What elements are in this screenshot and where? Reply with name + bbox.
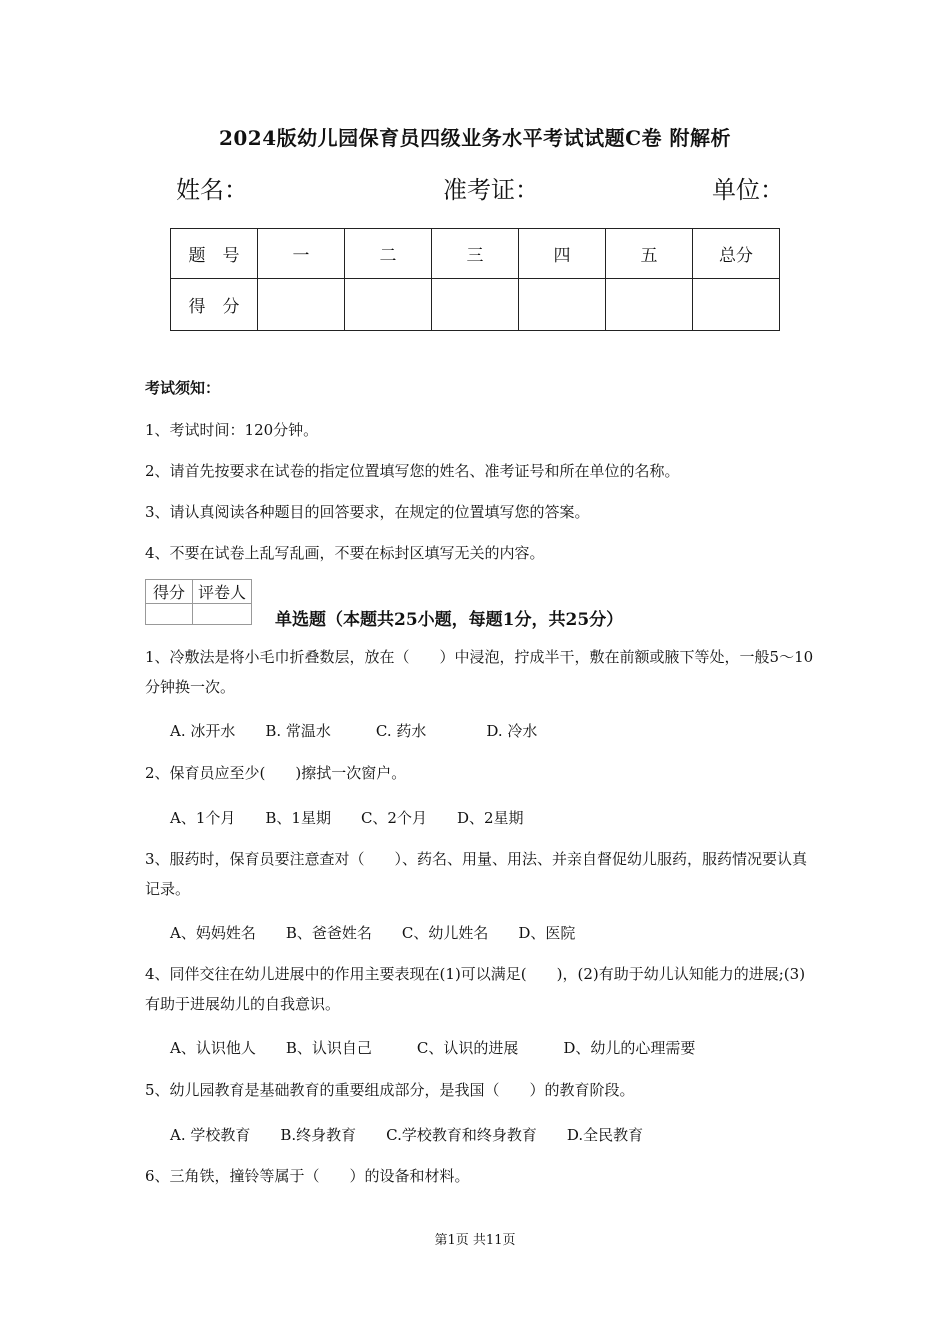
question-1-options: A. 冰开水 B. 常温水 C. 药水 D. 冷水 <box>170 722 538 740</box>
question-5: 5、幼儿园教育是基础教育的重要组成部分，是我国（ ）的教育阶段。 <box>145 1081 635 1099</box>
question-2-options: A、1个月 B、1星期 C、2个月 D、2星期 <box>170 809 524 827</box>
notice-item: 2、请首先按要求在试卷的指定位置填写您的姓名、准考证号和所在单位的名称。 <box>145 462 680 480</box>
question-6: 6、三角铁，撞铃等属于（ ）的设备和材料。 <box>145 1167 470 1185</box>
question-3-options: A、妈妈姓名 B、爸爸姓名 C、幼儿姓名 D、医院 <box>170 924 576 942</box>
question-5-options: A. 学校教育 B.终身教育 C.学校教育和终身教育 D.全民教育 <box>170 1126 644 1144</box>
score-row-label: 得 分 <box>171 279 258 331</box>
section-title: 单选题（本题共25小题，每题1分，共25分） <box>275 610 624 630</box>
score-header-cell: 二 <box>345 229 432 279</box>
notice-item: 1、考试时间：120分钟。 <box>145 421 319 439</box>
question-4-options: A、认识他人 B、认识自己 C、认识的进展 D、幼儿的心理需要 <box>170 1039 696 1057</box>
score-table-header-row <box>171 229 780 279</box>
score-header-cell: 三 <box>432 229 519 279</box>
score-cell[interactable] <box>519 279 606 331</box>
question-2: 2、保育员应至少( )擦拭一次窗户。 <box>145 764 407 782</box>
page-footer: 第1页 共11页 <box>434 1233 516 1248</box>
score-cell[interactable] <box>258 279 345 331</box>
score-header-cell: 一 <box>258 229 345 279</box>
grader-score-cell[interactable] <box>146 604 193 625</box>
score-table <box>170 228 780 331</box>
question-3: 3、服药时，保育员要注意查对（ ）、药名、用量、用法、并亲自督促幼儿服药，服药情况要认真记录。 <box>145 850 808 898</box>
grader-reviewer-label: 评卷人 <box>193 580 252 604</box>
notice-item: 3、请认真阅读各种题目的回答要求，在规定的位置填写您的答案。 <box>145 503 590 521</box>
score-cell[interactable] <box>345 279 432 331</box>
document-title: 2024版幼儿园保育员四级业务水平考试试题C卷 附解析 <box>218 126 732 150</box>
notice-item: 4、不要在试卷上乱写乱画，不要在标封区填写无关的内容。 <box>145 544 545 562</box>
score-cell[interactable] <box>606 279 693 331</box>
score-cell[interactable] <box>432 279 519 331</box>
grader-reviewer-cell[interactable] <box>193 604 252 625</box>
grader-score-label: 得分 <box>146 580 193 604</box>
question-1: 1、冷敷法是将小毛巾折叠数层，放在（ ）中浸泡，拧成半干，敷在前额或腋下等处，一般5～10分钟换一次。 <box>145 648 814 696</box>
score-header-cell: 总分 <box>693 229 780 279</box>
name-field-label: 姓名： <box>176 176 248 204</box>
score-header-cell: 四 <box>519 229 606 279</box>
score-header-cell: 题 号 <box>171 229 258 279</box>
notice-title: 考试须知： <box>145 379 221 397</box>
unit-field-label: 单位： <box>712 176 784 204</box>
question-4: 4、同伴交往在幼儿进展中的作用主要表现在(1)可以满足( )，(2)有助于幼儿认知能力的进展;(3)有助于进展幼儿的自我意识。 <box>145 965 806 1013</box>
exam-id-field-label: 准考证： <box>443 176 539 204</box>
score-table-score-row <box>171 279 780 331</box>
score-header-cell: 五 <box>606 229 693 279</box>
score-cell[interactable] <box>693 279 780 331</box>
grader-box <box>145 579 252 625</box>
